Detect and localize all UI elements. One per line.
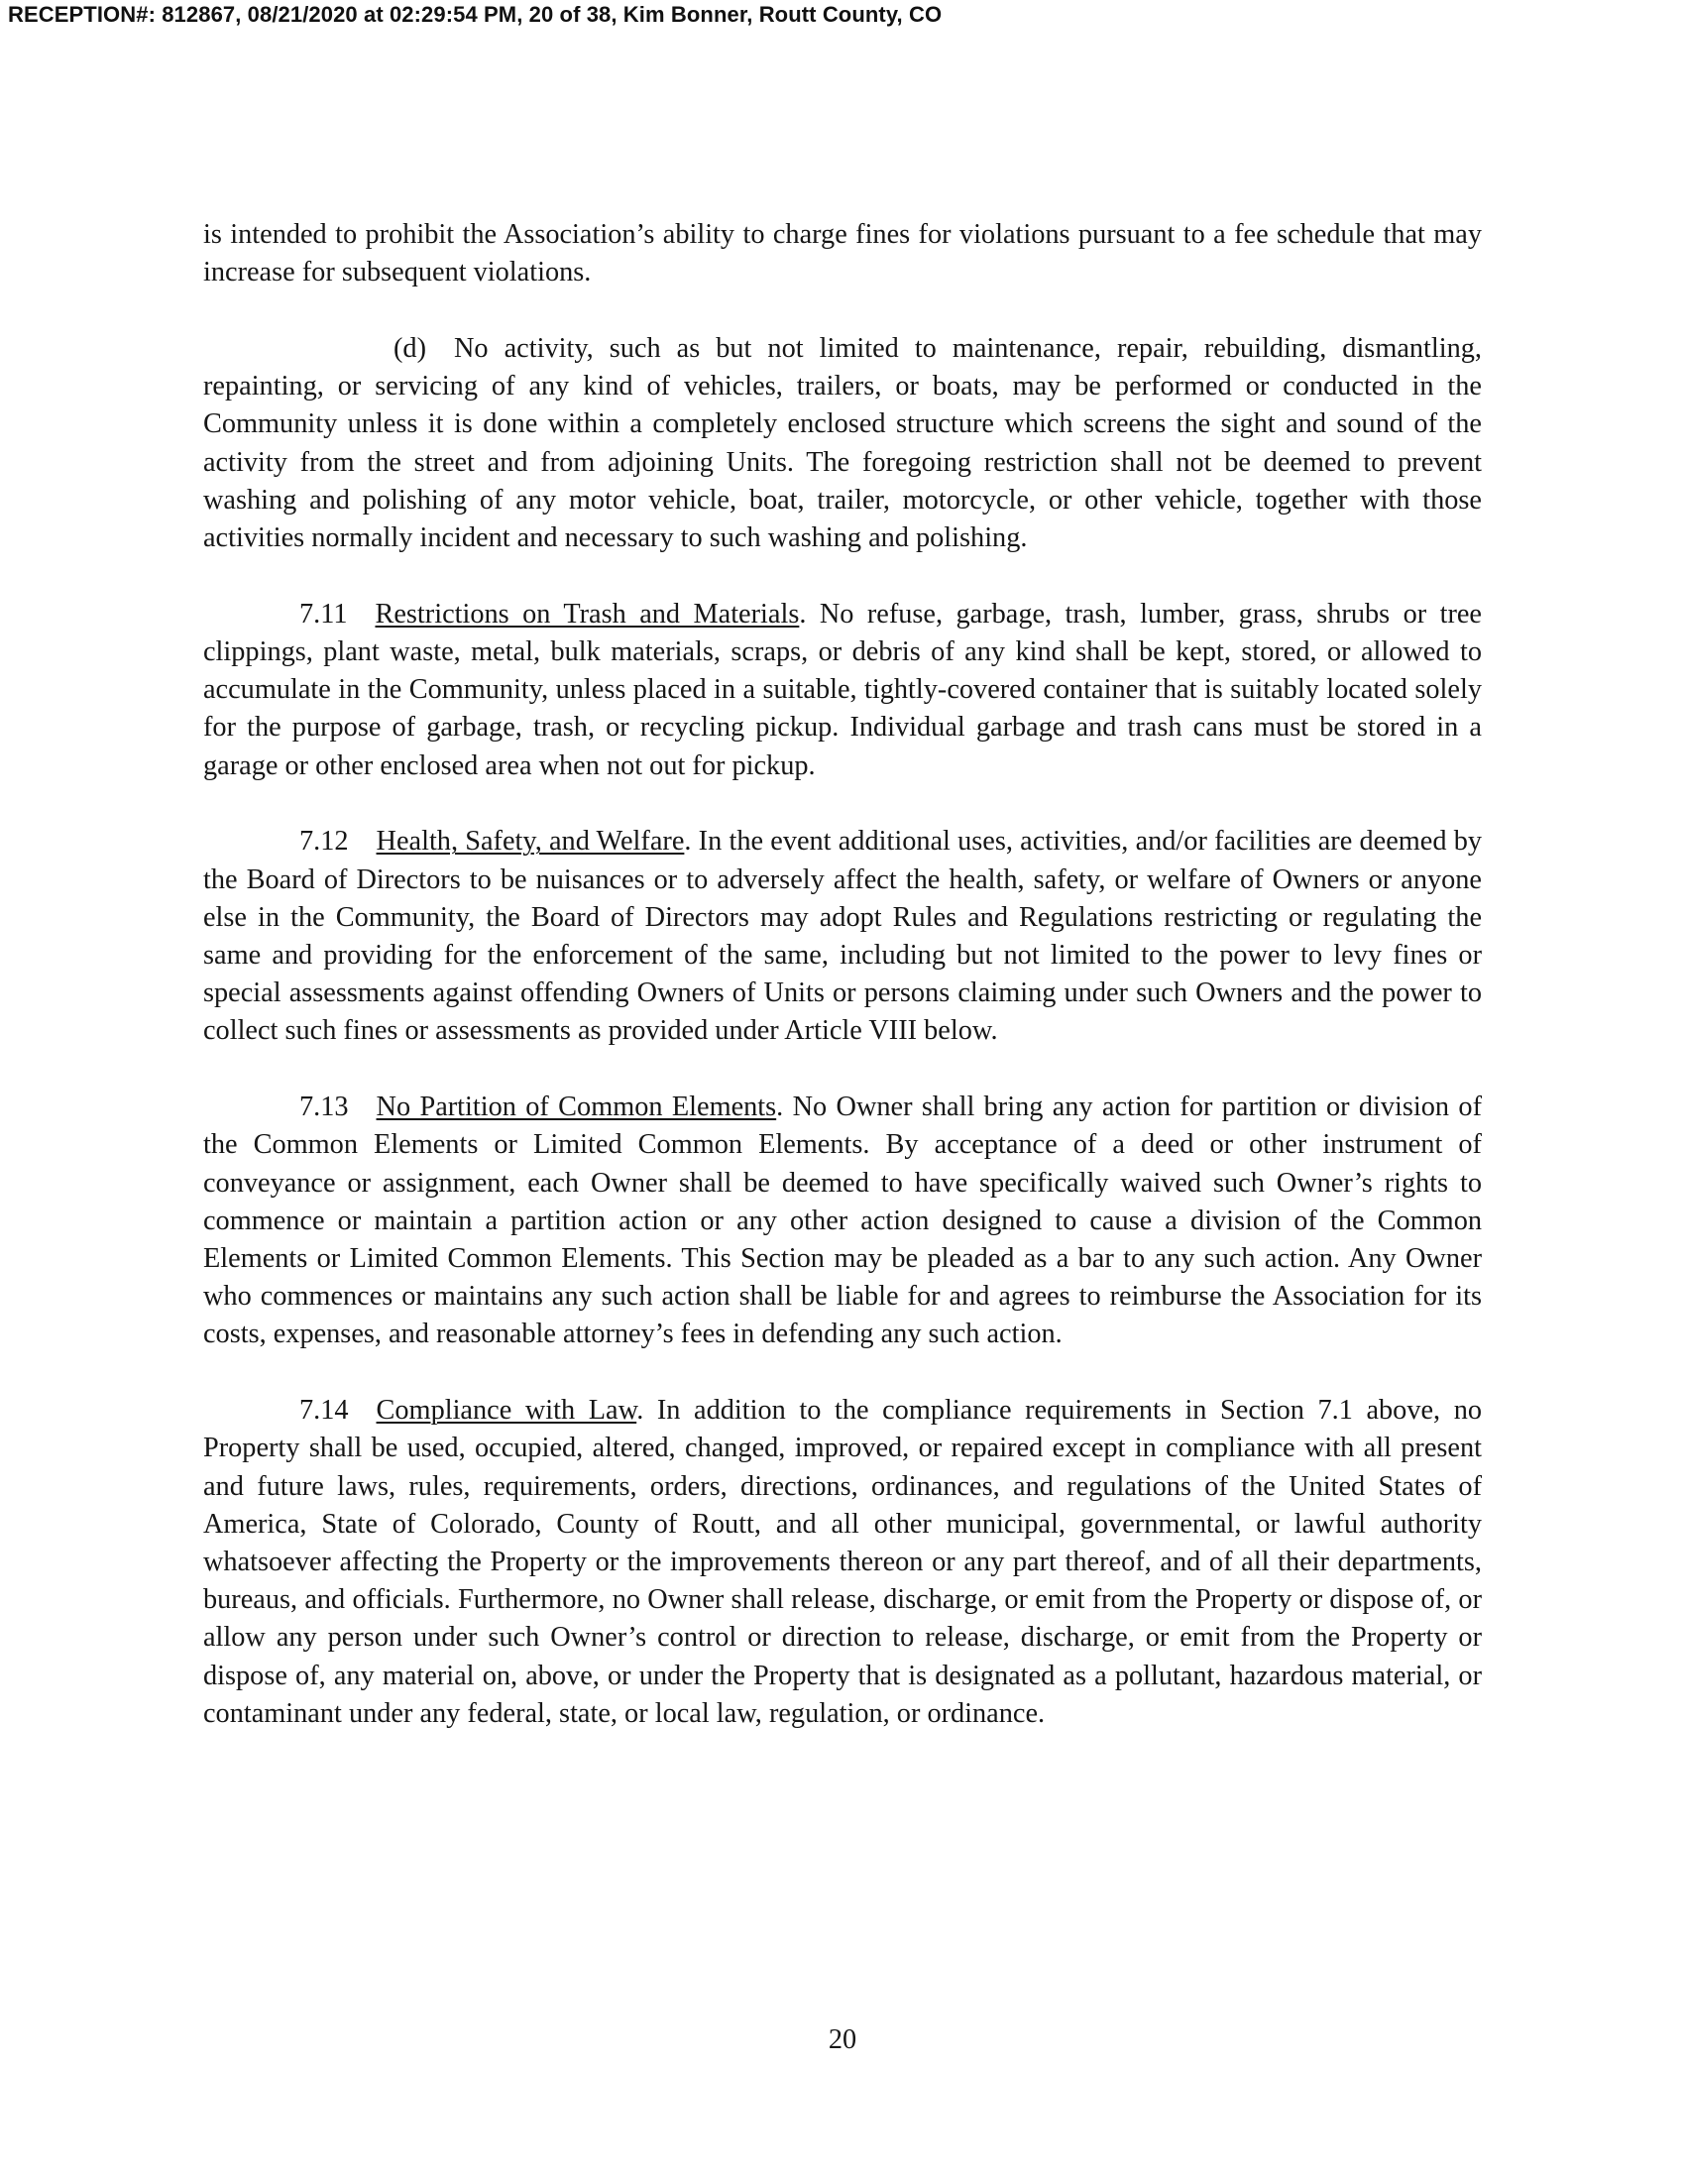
section-number: 7.11 [299, 598, 348, 630]
section-body: . In addition to the compliance requirements in Section 7.1 above, no Property shall be used, occupied, altered, changed, improved, or repaired except in compliance with all present and future laws, rules, requirements, orders, directions, ordinances, and regulations of the United States of America, State of Colorado, County of Routt, and all other municipal, governmental, or lawful authority whatsoever affecting the Property or the improvements thereon or any part thereof, and of all their departments, bureaus, and officials. Furthermore, no Owner shall release, discharge, or emit from the Property or dispose of, or allow any person under such Owner’s control or direction to release, discharge, or emit from the Property or dispose of, any material on, above, or under the Property that is designated as a pollutant, hazardous material, or contaminant under any federal, state, or local law, regulation, or ordinance. [203, 1395, 1482, 1729]
section-number: 7.12 [299, 826, 349, 858]
section-7-12 [203, 823, 1482, 1050]
document-body [203, 216, 1482, 1772]
paragraph-item-d [203, 330, 1482, 557]
item-d-text: No activity, such as but not limited to maintenance, repair, rebuilding, dismantling, repainting, or servicing of any kind of vehicles, trailers, or boats, may be performed or conducted in the Community unless it is done within a completely enclosed structure which screens the sight and sound of the activity from the street and from adjoining Units. The foregoing restriction shall not be deemed to prevent washing and polishing of any motor vehicle, boat, trailer, motorcycle, or other vehicle, together with those activities normally incident and necessary to such washing and polishing. [203, 333, 1482, 554]
page-number: 20 [828, 2024, 857, 2055]
section-heading: No Partition of Common Elements [376, 1092, 777, 1123]
section-heading: Restrictions on Trash and Materials [375, 598, 800, 630]
section-heading: Compliance with Law [376, 1395, 637, 1427]
section-body: . In the event additional uses, activities, and/or facilities are deemed by the Board of Directors to be nuisances or to adversely affect the health, safety, or welfare of Owners or anyone else in the Community, the Board of Directors may adopt Rules and Regulations restricting or regulating the same and providing for the enforcement of the same, including but not limited to the power to levy fines or special assessments against offending Owners of Units or persons claiming under such Owners and the power to collect such fines or assessments as provided under Article VIII below. [203, 826, 1482, 1047]
section-number: 7.14 [299, 1395, 349, 1427]
section-7-11 [203, 596, 1482, 785]
section-heading: Health, Safety, and Welfare [376, 826, 685, 858]
section-number: 7.13 [299, 1092, 349, 1123]
recording-stamp-header: RECEPTION#: 812867, 08/21/2020 at 02:29:54 PM, 20 of 38, Kim Bonner, Routt County, CO [8, 2, 943, 27]
item-d-label: (d) [393, 333, 426, 364]
continuation-paragraph: is intended to prohibit the Association’s ability to charge fines for violations pursuant to a fee schedule that may increase for subsequent violations. [203, 219, 1482, 288]
section-body: . No Owner shall bring any action for partition or division of the Common Elements or Limited Common Elements. By acceptance of a deed or other instrument of conveyance or assignment, each Owner shall be deemed to have specifically waived such Owner’s rights to commence or maintain a partition action or any other action designed to cause a division of the Common Elements or Limited Common Elements. This Section may be pleaded as a bar to any such action. Any Owner who commences or maintains any such action shall be liable for and agrees to reimburse the Association for its costs, expenses, and reasonable attorney’s fees in defending any such action. [203, 1092, 1482, 1350]
section-7-14 [203, 1392, 1482, 1733]
section-7-13 [203, 1089, 1482, 1353]
section-body: . No refuse, garbage, trash, lumber, grass, shrubs or tree clippings, plant waste, metal, bulk materials, scraps, or debris of any kind shall be kept, stored, or allowed to accumulate in the Community, unless placed in a suitable, tightly-covered container that is suitably located solely for the purpose of garbage, trash, or recycling pickup. Individual garbage and trash cans must be stored in a garage or other enclosed area when not out for pickup. [203, 598, 1482, 781]
